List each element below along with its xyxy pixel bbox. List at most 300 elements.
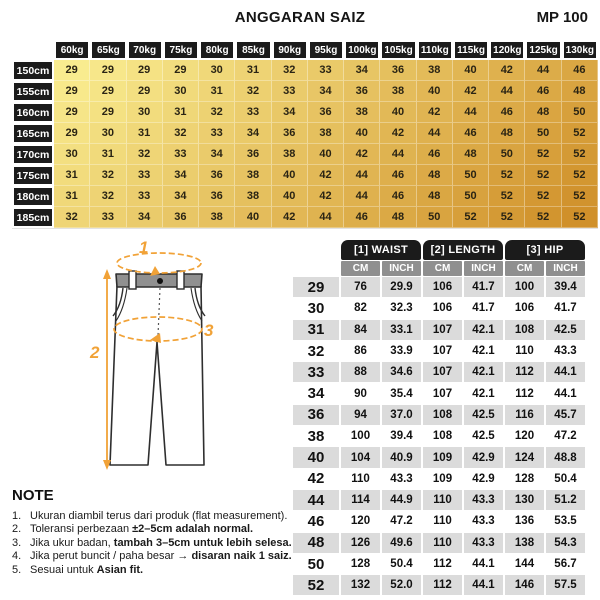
weight-header-cell: 115kg (453, 40, 489, 60)
matrix-size-cell: 33 (127, 186, 163, 207)
page-title: ANGGARAN SAIZ (234, 9, 366, 26)
measure-value-cell: 37.0 (382, 405, 421, 425)
matrix-size-cell: 32 (272, 60, 308, 81)
measure-unit-header: INCH (546, 261, 585, 276)
matrix-size-cell: 30 (54, 144, 90, 165)
measure-value-cell: 138 (505, 533, 544, 553)
height-label-cell: 155cm (12, 81, 54, 102)
measure-value-cell: 34.6 (382, 362, 421, 382)
measure-value-cell: 110 (341, 469, 380, 489)
weight-header-cell: 65kg (90, 40, 126, 60)
measure-unit-header: CM (341, 261, 380, 276)
matrix-size-cell: 33 (235, 102, 271, 123)
measure-value-cell: 114 (341, 490, 380, 510)
matrix-size-cell: 46 (344, 207, 380, 228)
matrix-size-cell: 52 (562, 186, 598, 207)
matrix-size-cell: 32 (90, 186, 126, 207)
measure-value-cell: 43.3 (464, 490, 503, 510)
measure-value-cell: 146 (505, 575, 544, 595)
matrix-size-cell: 44 (525, 60, 561, 81)
matrix-size-cell: 46 (562, 60, 598, 81)
matrix-size-cell: 40 (417, 81, 453, 102)
measure-value-cell: 128 (341, 554, 380, 574)
weight-header-cell: 110kg (417, 40, 453, 60)
measure-value-cell: 107 (423, 362, 462, 382)
matrix-size-cell: 36 (235, 144, 271, 165)
matrix-size-cell: 32 (163, 123, 199, 144)
matrix-size-cell: 44 (489, 81, 525, 102)
matrix-size-cell: 46 (380, 186, 416, 207)
matrix-size-cell: 29 (127, 81, 163, 102)
measure-value-cell: 136 (505, 511, 544, 531)
matrix-size-cell: 32 (54, 207, 90, 228)
measure-value-cell: 42.9 (464, 469, 503, 489)
measure-value-cell: 47.2 (546, 426, 585, 446)
note-number: 3. (12, 536, 22, 549)
measure-value-cell: 50.4 (546, 469, 585, 489)
measure-value-cell: 42.5 (464, 426, 503, 446)
height-label-cell: 150cm (12, 60, 54, 81)
matrix-size-cell: 32 (235, 81, 271, 102)
measure-value-cell: 112 (423, 554, 462, 574)
measure-value-cell: 144 (505, 554, 544, 574)
measure-unit-header: INCH (382, 261, 421, 276)
height-weight-size-matrix (12, 40, 598, 229)
weight-header-cell: 95kg (308, 40, 344, 60)
height-label-cell: 165cm (12, 123, 54, 144)
measure-value-cell: 41.7 (546, 298, 585, 318)
measure-value-cell: 42.9 (464, 447, 503, 467)
matrix-size-cell: 36 (344, 81, 380, 102)
matrix-size-cell: 34 (344, 60, 380, 81)
matrix-size-cell: 33 (90, 207, 126, 228)
product-code: MP 100 (536, 9, 588, 26)
matrix-size-cell: 52 (525, 165, 561, 186)
measure-value-cell: 53.5 (546, 511, 585, 531)
weight-header-cell: 75kg (163, 40, 199, 60)
measure-size-cell: 44 (293, 490, 339, 510)
matrix-size-cell: 50 (453, 186, 489, 207)
matrix-size-cell: 29 (54, 81, 90, 102)
note-item (12, 564, 304, 577)
matrix-size-cell: 38 (272, 144, 308, 165)
matrix-size-cell: 40 (344, 123, 380, 144)
matrix-size-cell: 50 (525, 123, 561, 144)
matrix-size-cell: 31 (54, 186, 90, 207)
matrix-size-cell: 31 (199, 81, 235, 102)
matrix-size-cell: 50 (417, 207, 453, 228)
pants-body (110, 286, 204, 465)
measure-unit-header: INCH (464, 261, 503, 276)
measure-value-cell: 107 (423, 341, 462, 361)
matrix-size-cell: 52 (489, 186, 525, 207)
matrix-size-cell: 33 (127, 165, 163, 186)
measure-value-cell: 43.3 (546, 341, 585, 361)
matrix-size-cell: 46 (453, 123, 489, 144)
matrix-size-cell: 38 (308, 123, 344, 144)
matrix-size-cell: 44 (453, 102, 489, 123)
weight-header-cell: 80kg (199, 40, 235, 60)
matrix-size-cell: 38 (235, 165, 271, 186)
matrix-size-cell: 34 (127, 207, 163, 228)
measure-value-cell: 126 (341, 533, 380, 553)
matrix-size-cell: 34 (272, 102, 308, 123)
matrix-size-cell: 36 (199, 186, 235, 207)
note-item (12, 550, 304, 563)
note-list (12, 510, 304, 577)
weight-header-cell: 85kg (235, 40, 271, 60)
matrix-size-cell: 40 (235, 207, 271, 228)
measure-value-cell: 112 (505, 362, 544, 382)
matrix-size-cell: 34 (199, 144, 235, 165)
measure-value-cell: 32.3 (382, 298, 421, 318)
matrix-size-cell: 52 (525, 186, 561, 207)
measure-value-cell: 52.0 (382, 575, 421, 595)
weight-header-cell: 120kg (489, 40, 525, 60)
matrix-size-cell: 48 (417, 186, 453, 207)
measure-size-cell: 52 (293, 575, 339, 595)
measure-size-cell: 42 (293, 469, 339, 489)
measure-size-cell: 31 (293, 320, 339, 340)
measure-unit-header: CM (423, 261, 462, 276)
note-text (30, 523, 253, 536)
note-number: 5. (12, 563, 22, 576)
measure-value-cell: 112 (423, 575, 462, 595)
matrix-size-cell: 52 (562, 123, 598, 144)
matrix-size-cell: 44 (344, 165, 380, 186)
matrix-size-cell: 46 (417, 144, 453, 165)
measure-value-cell: 116 (505, 405, 544, 425)
measure-value-cell: 45.7 (546, 405, 585, 425)
measure-value-cell: 100 (341, 426, 380, 446)
measure-value-cell: 120 (341, 511, 380, 531)
waist-number-label: 1 (139, 238, 149, 257)
matrix-size-cell: 48 (417, 165, 453, 186)
measure-corner-blank (293, 261, 339, 276)
matrix-size-cell: 52 (525, 207, 561, 228)
measure-value-cell: 41.7 (464, 277, 503, 297)
measure-value-cell: 42.1 (464, 320, 503, 340)
matrix-size-cell: 40 (272, 186, 308, 207)
weight-header-cell: 60kg (54, 40, 90, 60)
measure-value-cell: 43.3 (464, 533, 503, 553)
matrix-size-cell: 42 (489, 60, 525, 81)
matrix-size-cell: 33 (163, 144, 199, 165)
measure-value-cell: 110 (423, 490, 462, 510)
measure-value-cell: 132 (341, 575, 380, 595)
matrix-size-cell: 52 (562, 144, 598, 165)
measure-value-cell: 56.7 (546, 554, 585, 574)
measure-value-cell: 42.1 (464, 341, 503, 361)
matrix-corner-cell (12, 40, 54, 60)
note-text-bold: Asian fit. (96, 563, 144, 576)
measure-size-cell: 40 (293, 447, 339, 467)
matrix-size-cell: 29 (90, 102, 126, 123)
measure-value-cell: 42.5 (546, 320, 585, 340)
measure-size-cell: 46 (293, 511, 339, 531)
size-measurement-table (293, 240, 585, 595)
measure-value-cell: 100 (505, 277, 544, 297)
note-text-regular: Jika ukur badan, (30, 536, 114, 549)
measure-value-cell: 110 (505, 341, 544, 361)
measure-value-cell: 47.2 (382, 511, 421, 531)
matrix-size-cell: 32 (90, 165, 126, 186)
matrix-size-cell: 48 (453, 144, 489, 165)
note-text-regular: Toleransi perbezaan (30, 523, 133, 536)
measure-value-cell: 29.9 (382, 277, 421, 297)
matrix-size-cell: 40 (453, 60, 489, 81)
matrix-size-cell: 34 (163, 165, 199, 186)
measure-value-cell: 76 (341, 277, 380, 297)
note-section (12, 487, 304, 577)
matrix-size-cell: 29 (90, 81, 126, 102)
matrix-size-cell: 44 (417, 123, 453, 144)
measure-size-cell: 34 (293, 383, 339, 403)
note-number: 1. (12, 510, 22, 522)
matrix-size-cell: 36 (163, 207, 199, 228)
measure-value-cell: 41.7 (464, 298, 503, 318)
measure-value-cell: 44.1 (464, 575, 503, 595)
measure-value-cell: 94 (341, 405, 380, 425)
matrix-size-cell: 44 (344, 186, 380, 207)
matrix-size-cell: 34 (163, 186, 199, 207)
matrix-size-cell: 52 (489, 165, 525, 186)
note-text-bold: disaran naik 1 saiz. (191, 550, 292, 563)
height-label-cell: 185cm (12, 207, 54, 228)
measure-value-cell: 54.3 (546, 533, 585, 553)
matrix-size-cell: 31 (235, 60, 271, 81)
matrix-size-cell: 52 (525, 144, 561, 165)
matrix-size-cell: 36 (272, 123, 308, 144)
matrix-size-cell: 34 (235, 123, 271, 144)
matrix-size-cell: 48 (380, 207, 416, 228)
button-icon (157, 278, 163, 284)
matrix-size-cell: 48 (525, 102, 561, 123)
matrix-size-cell: 38 (417, 60, 453, 81)
height-label-cell: 175cm (12, 165, 54, 186)
measure-value-cell: 88 (341, 362, 380, 382)
matrix-size-cell: 36 (199, 165, 235, 186)
measure-unit-header: CM (505, 261, 544, 276)
measure-value-cell: 90 (341, 383, 380, 403)
measure-value-cell: 48.8 (546, 447, 585, 467)
matrix-size-cell: 50 (489, 144, 525, 165)
measure-value-cell: 44.1 (546, 383, 585, 403)
note-text-regular: Jika perut buncit / paha besar → (30, 550, 192, 563)
matrix-size-cell: 42 (308, 165, 344, 186)
measure-value-cell: 33.1 (382, 320, 421, 340)
matrix-size-cell: 52 (453, 207, 489, 228)
matrix-size-cell: 38 (235, 186, 271, 207)
matrix-size-cell: 48 (562, 81, 598, 102)
matrix-size-cell: 30 (127, 102, 163, 123)
hip-number-label: 3 (204, 321, 214, 340)
measure-value-cell: 84 (341, 320, 380, 340)
measure-value-cell: 107 (423, 383, 462, 403)
belt-loop-icon (177, 271, 184, 289)
waist-measure-ellipse (117, 253, 201, 273)
note-text (30, 510, 287, 523)
matrix-size-cell: 44 (380, 144, 416, 165)
measure-value-cell: 39.4 (546, 277, 585, 297)
weight-header-cell: 100kg (344, 40, 380, 60)
measure-corner-blank (293, 240, 339, 260)
matrix-size-cell: 52 (562, 207, 598, 228)
measure-value-cell: 109 (423, 447, 462, 467)
note-number: 4. (12, 550, 22, 563)
measure-size-cell: 38 (293, 426, 339, 446)
measure-value-cell: 42.1 (464, 362, 503, 382)
matrix-size-cell: 42 (344, 144, 380, 165)
matrix-size-cell: 36 (308, 102, 344, 123)
matrix-size-cell: 48 (489, 123, 525, 144)
measure-value-cell: 110 (423, 511, 462, 531)
weight-header-cell: 130kg (562, 40, 598, 60)
matrix-size-cell: 44 (308, 207, 344, 228)
measure-value-cell: 39.4 (382, 426, 421, 446)
pants-diagram-svg (60, 236, 295, 486)
note-item (12, 523, 304, 536)
measure-value-cell: 124 (505, 447, 544, 467)
measure-value-cell: 40.9 (382, 447, 421, 467)
measure-value-cell: 44.9 (382, 490, 421, 510)
measure-size-cell: 48 (293, 533, 339, 553)
matrix-size-cell: 42 (308, 186, 344, 207)
note-text (30, 537, 292, 550)
measure-value-cell: 86 (341, 341, 380, 361)
matrix-size-cell: 31 (90, 144, 126, 165)
measure-size-cell: 36 (293, 405, 339, 425)
note-text-regular: Ukuran diambil terus dari produk (flat measurement). (30, 510, 288, 522)
measure-value-cell: 35.4 (382, 383, 421, 403)
matrix-size-cell: 42 (272, 207, 308, 228)
measure-value-cell: 51.2 (546, 490, 585, 510)
weight-header-cell: 70kg (127, 40, 163, 60)
measure-value-cell: 107 (423, 320, 462, 340)
note-text-bold: ±2–5cm adalah normal. (132, 523, 254, 536)
matrix-size-cell: 42 (380, 123, 416, 144)
matrix-size-cell: 33 (308, 60, 344, 81)
measure-value-cell: 49.6 (382, 533, 421, 553)
measure-value-cell: 33.9 (382, 341, 421, 361)
height-label-cell: 170cm (12, 144, 54, 165)
measure-value-cell: 42.5 (464, 405, 503, 425)
measure-value-cell: 44.1 (464, 554, 503, 574)
height-label-cell: 160cm (12, 102, 54, 123)
matrix-size-cell: 29 (54, 60, 90, 81)
length-arrowhead-top-icon (103, 269, 111, 279)
matrix-size-cell: 52 (562, 165, 598, 186)
matrix-size-cell: 34 (308, 81, 344, 102)
length-number-label: 2 (90, 343, 100, 362)
matrix-size-cell: 40 (380, 102, 416, 123)
matrix-size-cell: 32 (127, 144, 163, 165)
matrix-size-cell: 31 (163, 102, 199, 123)
measure-value-cell: 43.3 (464, 511, 503, 531)
matrix-size-cell: 50 (453, 165, 489, 186)
matrix-size-cell: 42 (417, 102, 453, 123)
measure-value-cell: 112 (505, 383, 544, 403)
measure-size-cell: 29 (293, 277, 339, 297)
matrix-size-cell: 46 (489, 102, 525, 123)
matrix-size-cell: 46 (525, 81, 561, 102)
measure-size-cell: 50 (293, 554, 339, 574)
measure-value-cell: 42.1 (464, 383, 503, 403)
matrix-size-cell: 36 (380, 60, 416, 81)
height-label-cell: 180cm (12, 186, 54, 207)
measure-group-header: [3] HIP (505, 240, 585, 260)
matrix-size-cell: 29 (54, 102, 90, 123)
measure-value-cell: 43.3 (382, 469, 421, 489)
matrix-size-cell: 52 (489, 207, 525, 228)
measure-value-cell: 106 (505, 298, 544, 318)
matrix-size-cell: 29 (127, 60, 163, 81)
measure-value-cell: 109 (423, 469, 462, 489)
matrix-size-cell: 31 (127, 123, 163, 144)
matrix-size-cell: 38 (344, 102, 380, 123)
matrix-size-cell: 29 (54, 123, 90, 144)
matrix-size-cell: 46 (380, 165, 416, 186)
matrix-size-cell: 30 (199, 60, 235, 81)
note-title: NOTE (12, 487, 54, 504)
weight-header-cell: 105kg (380, 40, 416, 60)
matrix-size-cell: 31 (54, 165, 90, 186)
matrix-size-cell: 50 (562, 102, 598, 123)
measure-value-cell: 82 (341, 298, 380, 318)
matrix-size-cell: 38 (380, 81, 416, 102)
measure-value-cell: 108 (423, 426, 462, 446)
matrix-size-cell: 29 (90, 60, 126, 81)
measure-value-cell: 128 (505, 469, 544, 489)
matrix-size-cell: 42 (453, 81, 489, 102)
measure-value-cell: 104 (341, 447, 380, 467)
note-text (30, 564, 143, 577)
pants-measurement-diagram (60, 236, 295, 486)
measure-value-cell: 108 (505, 320, 544, 340)
measure-value-cell: 57.5 (546, 575, 585, 595)
measure-size-cell: 33 (293, 362, 339, 382)
matrix-size-cell: 29 (163, 60, 199, 81)
note-number: 2. (12, 523, 22, 536)
measure-value-cell: 50.4 (382, 554, 421, 574)
measure-group-header: [1] WAIST (341, 240, 421, 260)
note-item (12, 510, 304, 523)
measure-value-cell: 130 (505, 490, 544, 510)
matrix-size-cell: 30 (163, 81, 199, 102)
measure-value-cell: 106 (423, 298, 462, 318)
measure-value-cell: 120 (505, 426, 544, 446)
matrix-size-cell: 40 (272, 165, 308, 186)
matrix-size-cell: 30 (90, 123, 126, 144)
matrix-size-cell: 33 (272, 81, 308, 102)
matrix-size-cell: 32 (199, 102, 235, 123)
weight-header-cell: 90kg (272, 40, 308, 60)
measure-size-cell: 30 (293, 298, 339, 318)
measure-value-cell: 106 (423, 277, 462, 297)
note-text-bold: tambah 3–5cm untuk lebih selesa. (113, 536, 292, 549)
measure-value-cell: 44.1 (546, 362, 585, 382)
measure-group-header: [2] LENGTH (423, 240, 503, 260)
note-text-regular: Sesuai untuk (30, 563, 97, 576)
note-item (12, 537, 304, 550)
measure-value-cell: 110 (423, 533, 462, 553)
weight-header-cell: 125kg (525, 40, 561, 60)
note-text (30, 550, 292, 563)
belt-loop-icon (129, 271, 136, 289)
measure-size-cell: 32 (293, 341, 339, 361)
matrix-size-cell: 40 (308, 144, 344, 165)
matrix-size-cell: 38 (199, 207, 235, 228)
